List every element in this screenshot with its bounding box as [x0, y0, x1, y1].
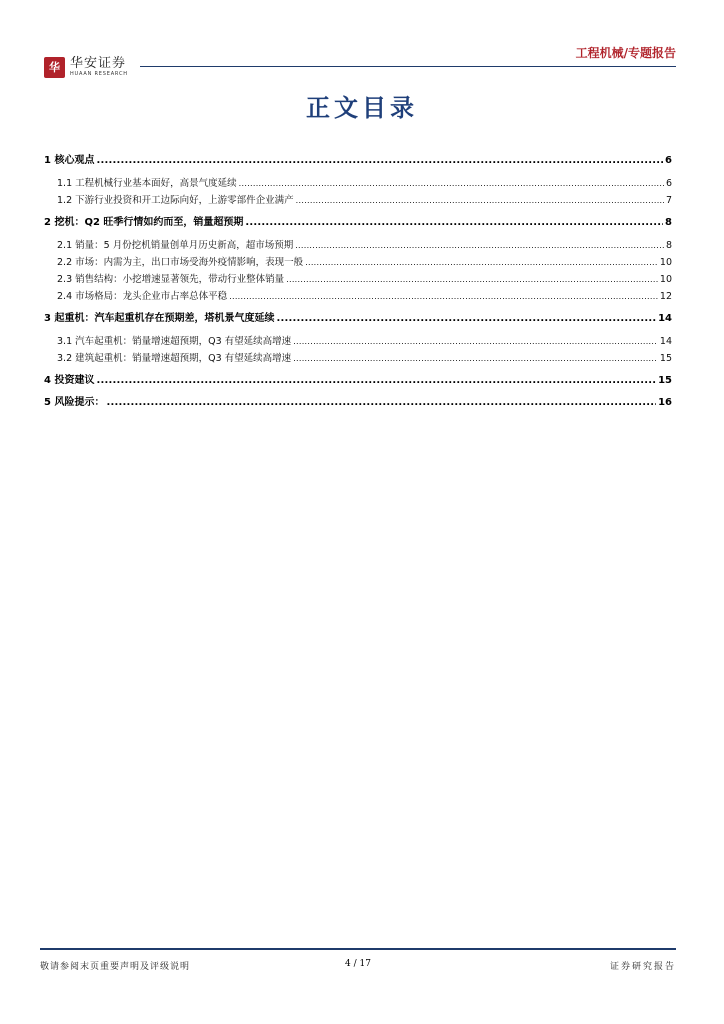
- page-title: 正文目录: [306, 94, 418, 122]
- toc-entry-page: 10: [659, 257, 672, 268]
- page-number: 4 / 17: [345, 959, 371, 969]
- toc-entry-text: 3 起重机：汽车起重机存在预期差，塔机景气度延续: [44, 313, 275, 324]
- toc-entry[interactable]: [44, 192, 672, 209]
- toc-entry-page: 14: [659, 336, 672, 347]
- toc-entry[interactable]: [44, 153, 672, 169]
- toc-entry-text: 1.1 工程机械行业基本面好，高景气度延续: [57, 178, 237, 189]
- toc-entry[interactable]: [44, 395, 672, 411]
- toc-leader: [239, 175, 664, 192]
- toc-entry-page: 10: [659, 274, 672, 285]
- toc-leader: [245, 215, 663, 231]
- toc-entry-text: 2.3 销售结构：小挖增速显著领先，带动行业整体销量: [57, 274, 285, 285]
- toc-leader: [96, 373, 656, 389]
- report-type: 证券研究报告: [609, 962, 676, 972]
- toc-leader: [305, 254, 658, 271]
- toc-entry[interactable]: [44, 254, 672, 271]
- toc-entry-page: 6: [665, 155, 672, 166]
- report-section-label: 工程机械/专题报告: [575, 46, 676, 60]
- toc-entry[interactable]: [44, 373, 672, 389]
- toc-entry-text: 3.2 建筑起重机：销量增速超预期，Q3 有望延续高增速: [57, 353, 292, 364]
- table-of-contents: [44, 153, 672, 411]
- footer-divider: [40, 948, 676, 950]
- toc-entry-page: 16: [658, 397, 672, 408]
- toc-entry-page: 6: [665, 178, 672, 189]
- toc-entry[interactable]: [44, 271, 672, 288]
- toc-entry-text: 1 核心观点: [44, 155, 95, 166]
- toc-leader: [96, 153, 663, 169]
- logo-seal-icon: 华: [44, 57, 65, 78]
- toc-entry-text: 2.1 销量：5 月份挖机销量创单月历史新高，超市场预期: [57, 240, 294, 251]
- toc-leader: [295, 237, 664, 254]
- toc-entry-page: 14: [658, 313, 672, 324]
- toc-leader: [276, 311, 656, 327]
- toc-entry[interactable]: [44, 175, 672, 192]
- toc-entry[interactable]: [44, 237, 672, 254]
- toc-entry-text: 5 风险提示：: [44, 397, 105, 408]
- toc-entry-page: 8: [665, 217, 672, 228]
- logo-name-en: HUAAN RESEARCH: [70, 71, 128, 77]
- disclaimer-note: 敬请参阅末页重要声明及评级说明: [40, 962, 191, 972]
- toc-entry-page: 15: [658, 375, 672, 386]
- toc-leader: [293, 350, 658, 367]
- toc-entry[interactable]: [44, 288, 672, 305]
- toc-entry[interactable]: [44, 215, 672, 231]
- toc-entry-text: 2 挖机：Q2 旺季行情如约而至，销量超预期: [44, 217, 244, 228]
- toc-entry-page: 8: [665, 240, 672, 251]
- page-header: [40, 40, 676, 85]
- toc-leader: [229, 288, 658, 305]
- toc-entry[interactable]: [44, 311, 672, 327]
- toc-leader: [293, 333, 658, 350]
- toc-entry-text: 1.2 下游行业投资和开工边际向好，上游零部件企业满产: [57, 195, 294, 206]
- header-divider: [140, 66, 676, 67]
- toc-entry-page: 7: [665, 195, 672, 206]
- toc-entry[interactable]: [44, 333, 672, 350]
- toc-leader: [296, 192, 664, 209]
- toc-entry-text: 2.2 市场：内需为主，出口市场受海外疫情影响，表现一般: [57, 257, 304, 268]
- toc-entry[interactable]: [44, 350, 672, 367]
- company-logo: [44, 57, 128, 78]
- page-footer: [40, 948, 676, 972]
- toc-entry-text: 2.4 市场格局：龙头企业市占率总体平稳: [57, 291, 228, 302]
- toc-entry-page: 15: [659, 353, 672, 364]
- toc-leader: [286, 271, 658, 288]
- toc-leader: [106, 395, 656, 411]
- toc-entry-text: 3.1 汽车起重机：销量增速超预期，Q3 有望延续高增速: [57, 336, 292, 347]
- toc-entry-text: 4 投资建议: [44, 375, 95, 386]
- logo-name-cn: 华安证券: [70, 56, 127, 71]
- toc-entry-page: 12: [659, 291, 672, 302]
